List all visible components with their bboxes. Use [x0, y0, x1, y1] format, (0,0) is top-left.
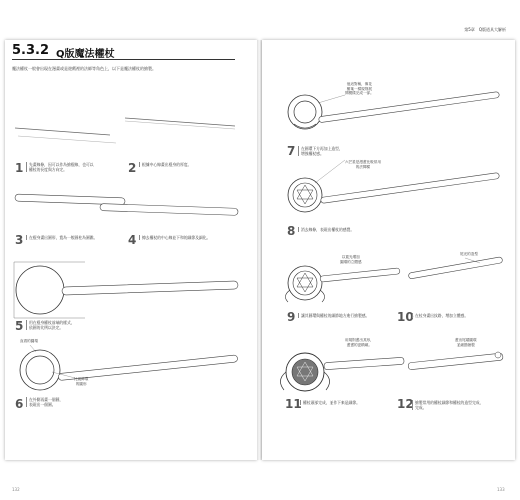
- step-number: 5: [15, 319, 24, 333]
- staff-rod-9: [320, 268, 400, 282]
- callout-label: 直看的圓環: [20, 339, 38, 343]
- step-text: 權杖頭部完成，並作下來是細節。: [300, 400, 395, 405]
- staff-rod-10: [408, 257, 503, 279]
- chapter-header: 第5章 Q版道具大解析: [464, 27, 506, 32]
- step-text: 在外側再畫一個圓， 表現出一個圓。: [26, 397, 119, 407]
- callout-line-8: [315, 160, 345, 183]
- staff-rod-11: [324, 357, 404, 370]
- staff-rod-12: [408, 353, 503, 370]
- section-number: 5.3.2: [12, 43, 50, 58]
- step-text: 根據中心線畫出棍身的厚度。: [139, 162, 237, 167]
- step-text: 先畫線條，因可以作為繪棍線，也可以 權杖的長度與方向定。: [26, 162, 119, 172]
- step-number: 7: [287, 144, 296, 158]
- callout-line-7: [318, 95, 345, 103]
- step-number: 12: [397, 397, 414, 411]
- step-text: 用在棍身權杖前端的樣式， 依圓的比例以決定。: [26, 320, 119, 330]
- callout-label: 畫出尾端圓環 並細節繪製: [455, 338, 477, 347]
- step-number: 11: [285, 397, 302, 411]
- step-number: 3: [15, 233, 24, 247]
- callout-label: 尾光的造型: [460, 252, 478, 256]
- callout-label: 六芒星是漫畫比較常用 的法陣樣: [345, 160, 381, 169]
- step-text: 擦去權杖的中心線並下和的細節及細化。: [139, 235, 240, 240]
- step-text: 繪製常用的權杖細節和權杖的造型完成， 完成。: [412, 400, 510, 410]
- ring-8-inner: [293, 183, 317, 207]
- ring-9-inner: [293, 271, 317, 295]
- right-folio: 133: [497, 487, 505, 492]
- ring-7-inner: [294, 101, 316, 123]
- rod-end-ring: [495, 352, 501, 358]
- staff-rod-8: [320, 173, 499, 204]
- step-number: 9: [287, 310, 296, 324]
- left-folio: 132: [12, 487, 20, 492]
- step-text: 消去線條，表現出權杖的感覺。: [298, 227, 421, 232]
- step-number: 6: [15, 397, 24, 411]
- step-text: 在圓環下方再加上造型， 增強權杖感。: [298, 146, 391, 156]
- callout-label: 用規則畫出其形， 畫畫的更精緻。: [345, 338, 374, 347]
- section-title: Q版魔法權杖: [56, 49, 115, 60]
- step-number: 1: [15, 161, 24, 175]
- callout-label: 以寬光增加 圓環的立體感: [340, 255, 362, 264]
- step-text: 在杖身畫出紋路，增加立體感。: [412, 313, 507, 318]
- step-number: 2: [128, 161, 137, 175]
- step-number: 8: [287, 224, 296, 238]
- step-number: 4: [128, 233, 137, 247]
- intro-text: 魔法權杖一般會出現在漫畫或是遊戲裡的法師等角色上，以下是魔法權杖的繪製。: [12, 66, 156, 71]
- callout-label: 比裝飾環 的圓形: [74, 377, 89, 386]
- step-number: 10: [397, 310, 414, 324]
- step-text: 在棍身畫出圓形，寬為一般圓柱為圓錐。: [26, 235, 119, 240]
- staff-rod-7: [318, 92, 499, 123]
- callout-label: 他這對稱，像花 樹葉一樣規則展 開模樣完成一部。: [345, 82, 374, 96]
- step-text: 讓其圓環與權杖的細節地方進行繪製感。: [298, 313, 396, 318]
